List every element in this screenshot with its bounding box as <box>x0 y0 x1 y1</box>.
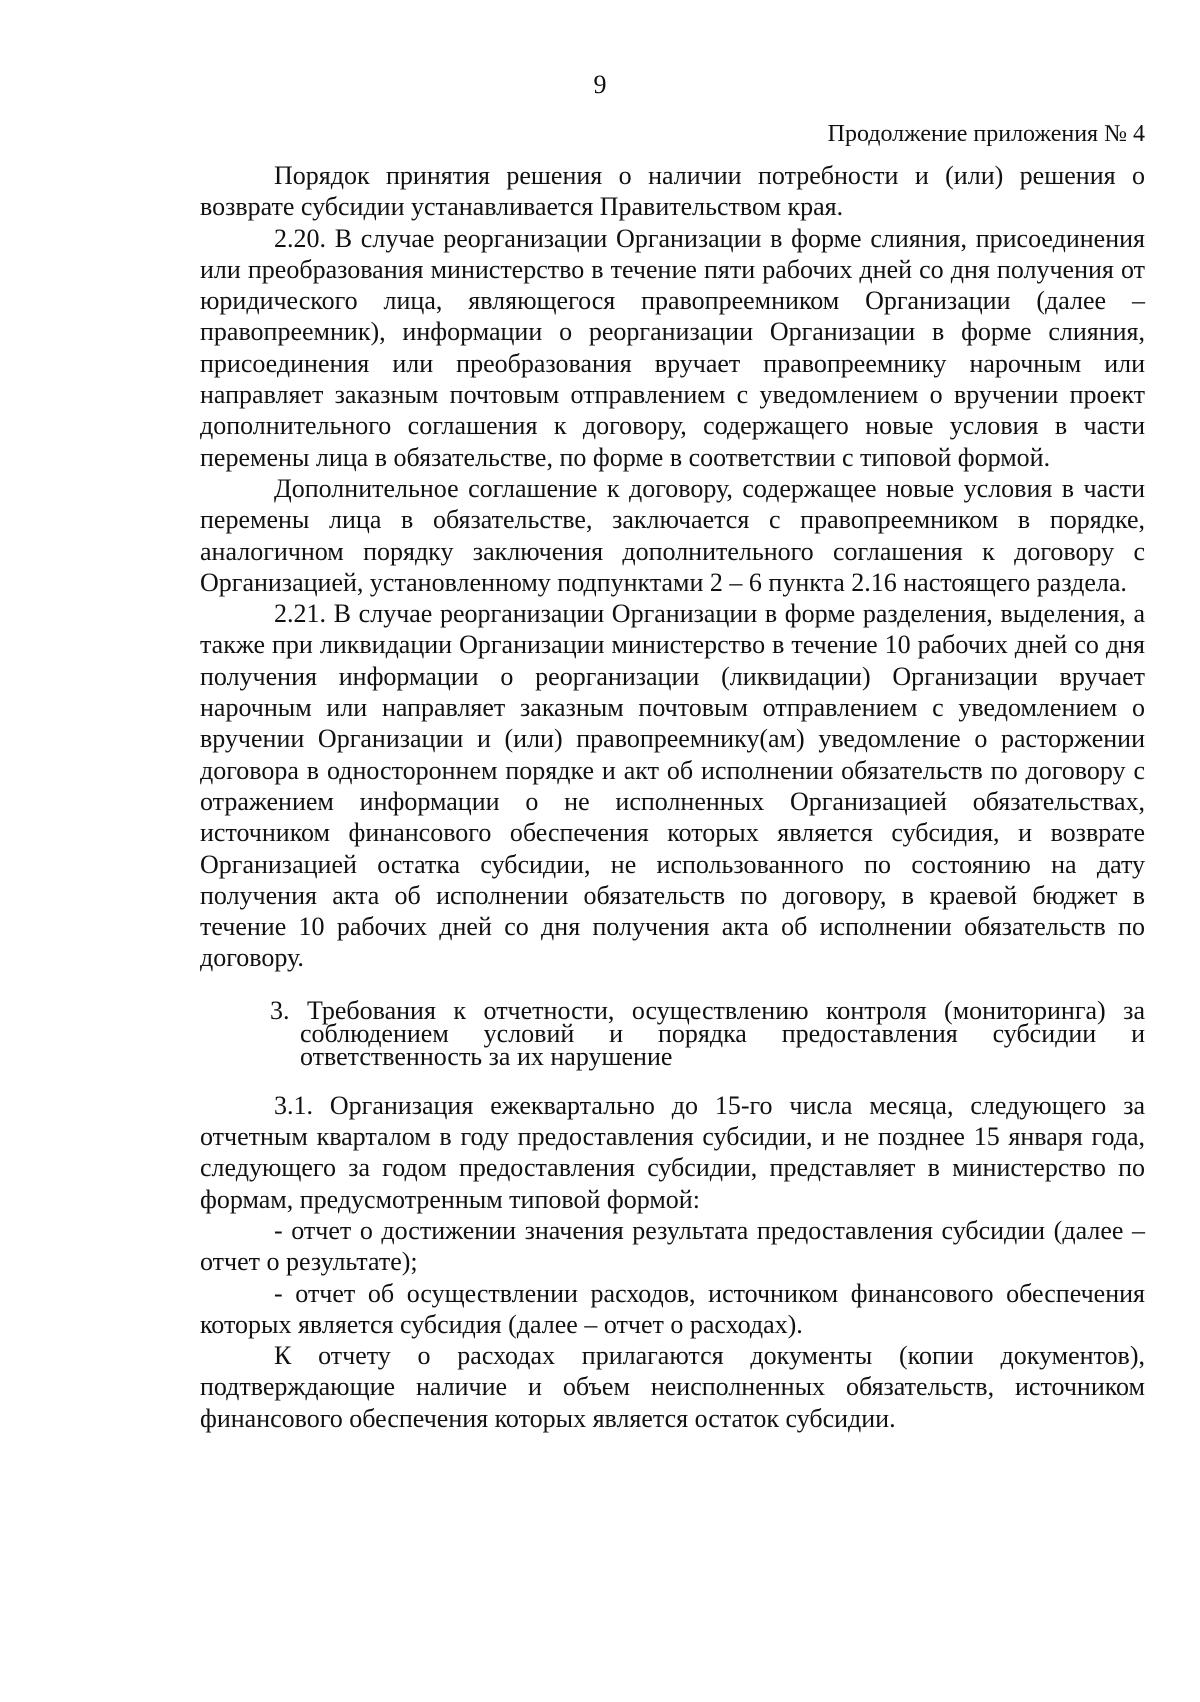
paragraph-decision-procedure: Порядок принятия решения о наличии потребности и (или) решения о возврате субсидии устанавливается Правительством края. <box>200 161 1145 222</box>
list-item-result-report: - отчет о достижении значения результата предоставления субсидии (далее – отчет о результате); <box>200 1215 1145 1277</box>
paragraph-additional-agreement: Дополнительное соглашение к договору, содержащее новые условия в части перемены лица в обязательстве, заключается с правопреемником в порядке, аналогичном порядку заключения дополнительного соглашения к договору с Организацией, установленному подпунктами 2 – 6 пункта 2.16 настоящего раздела. <box>200 473 1145 597</box>
list-item-expense-report: - отчет об осуществлении расходов, источником финансового обеспечения которых является субсидия (далее – отчет о расходах). <box>200 1278 1145 1339</box>
section-3-heading: 3. Требования к отчетности, осуществлению контроля (мониторинга) за соблюдением условий и порядка предоставления субсидии и ответственность за их нарушение <box>270 995 1145 1071</box>
paragraph-2-20: 2.20. В случае реорганизации Организации в форме слияния, присоединения или преобразования министерство в течение пяти рабочих дней со дня получения от юридического лица, являющегося правопреемником Организации (далее – правопреемник), информации о реорганизации Организации в форме слияния, присоединения или преобразования вручает правопреемнику нарочным или направляет заказным почтовым отправлением с уведомлением о вручении проект дополнительного соглашения к договору, содержащего новые условия в части перемены лица в обязательстве, по форме в соответствии с типовой формой. <box>200 223 1145 472</box>
paragraph-attachments: К отчету о расходах прилагаются документы (копии документов), подтверждающие наличие и объем неисполненных обязательств, источником финансового обеспечения которых является остаток субсидии. <box>200 1341 1145 1433</box>
appendix-continuation-note: Продолжение приложения № 4 <box>827 121 1145 147</box>
paragraph-2-21: 2.21. В случае реорганизации Организации в форме разделения, выделения, а также при ликвидации Организации министерство в течение 10 рабочих дней со дня получения информации о реорганизации (ликвидации) Организации вручает нарочным или направляет заказным почтовым отправлением с уведомлением о вручении Организации и (или) правопреемнику(ам) уведомление о расторжении договора в одностороннем порядке и акт об исполнении обязательств по договору с отражением информации о не исполненных Организацией обязательствах, источником финансового обеспечения которых является субсидия, и возврате Организацией остатка субсидии, не использованного по состоянию на дату получения акта об исполнении обязательств по договору, в краевой бюджет в течение 10 рабочих дней со дня получения акта об исполнении обязательств по договору. <box>200 599 1145 973</box>
page-number: 9 <box>593 70 607 99</box>
paragraph-3-1: 3.1. Организация ежеквартально до 15-го числа месяца, следующего за отчетным кварталом в году предоставления субсидии, и не позднее 15 января года, следующего за годом предоставления субсидии, представляет в министерство по формам, предусмотренным типовой формой: <box>200 1090 1145 1214</box>
document-body <box>200 160 1145 1434</box>
